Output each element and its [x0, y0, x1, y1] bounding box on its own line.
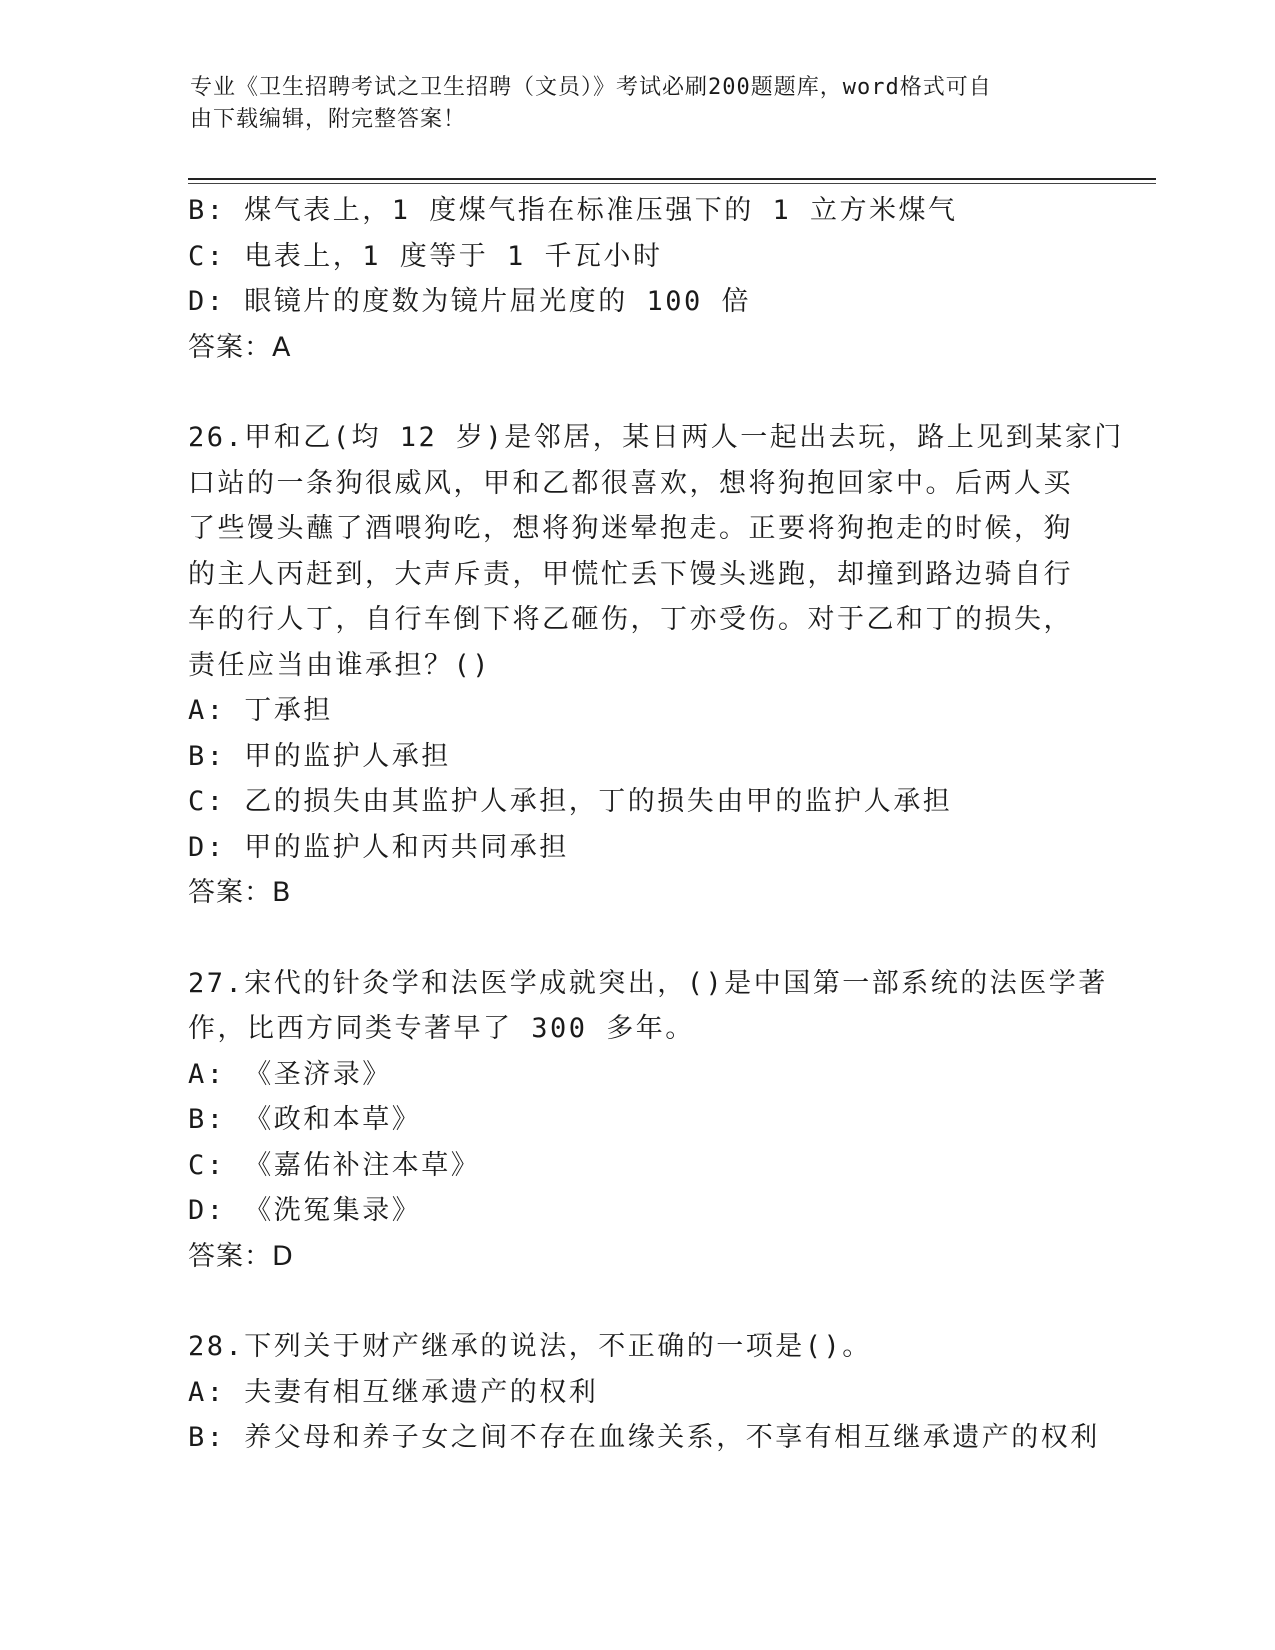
question-text-line: 口站的一条狗很威风，甲和乙都很喜欢，想将狗抱回家中。后两人买: [188, 467, 1073, 499]
option-b: B: 《政和本草》: [188, 1104, 422, 1135]
answer-value: B: [272, 877, 291, 908]
page-header: [190, 72, 1080, 136]
question-text-line: 作，比西方同类专著早了 300 多年。: [188, 1013, 695, 1044]
question-28: [188, 1324, 1100, 1461]
question-26: [188, 415, 1124, 916]
question-27: [188, 961, 1108, 1280]
option-c: C: 《嘉佑补注本草》: [188, 1149, 481, 1181]
question-text-line: 车的行人丁，自行车倒下将乙砸伤，丁亦受伤。对于乙和丁的损失，: [188, 604, 1073, 635]
option-d: D: 《洗冤集录》: [188, 1195, 422, 1226]
question-text-line: 26.甲和乙(均 12 岁)是邻居，某日两人一起出去玩，路上见到某家门: [188, 422, 1124, 453]
option-b: B: 甲的监护人承担: [188, 740, 451, 772]
answer-label: 答案：: [188, 877, 272, 908]
option-b: B: 养父母和养子女之间不存在血缘关系，不享有相互继承遗产的权利: [188, 1422, 1100, 1453]
option-a: A: 丁承担: [188, 695, 333, 726]
option-b: B: 煤气表上，1 度煤气指在标准压强下的 1 立方米煤气: [188, 195, 958, 226]
option-a: A: 《圣济录》: [188, 1058, 392, 1090]
question-text-line: 责任应当由谁承担？(): [188, 649, 492, 681]
header-divider-thin: [188, 183, 1156, 184]
document-body: [188, 188, 1124, 1461]
answer-label: 答案：: [188, 331, 272, 363]
header-title-line1: 专业《卫生招聘考试之卫生招聘（文员）》考试必刷200题题库，word格式可自: [190, 75, 992, 100]
answer-line: [188, 1234, 1088, 1280]
answer-value: A: [272, 331, 291, 363]
question-text-line: 的主人丙赶到，大声斥责，甲慌忙丢下馒头逃跑，却撞到路边骑自行: [188, 558, 1073, 590]
option-d: D: 眼镜片的度数为镜片屈光度的 100 倍: [188, 286, 752, 317]
answer-line: [188, 325, 1088, 371]
answer-label: 答案：: [188, 1240, 272, 1272]
question-text-line: 了些馒头蘸了酒喂狗吃，想将狗迷晕抱走。正要将狗抱走的时候，狗: [188, 513, 1073, 544]
option-d: D: 甲的监护人和丙共同承担: [188, 831, 569, 863]
header-title-line2: 由下载编辑，附完整答案！: [190, 107, 467, 132]
question-25: [188, 188, 1088, 370]
option-c: C: 乙的损失由其监护人承担，丁的损失由甲的监护人承担: [188, 786, 953, 817]
option-a: A: 夫妻有相互继承遗产的权利: [188, 1376, 599, 1408]
option-c: C: 电表上，1 度等于 1 千瓦小时: [188, 240, 663, 272]
answer-value: D: [272, 1240, 293, 1272]
question-text-line: 28.下列关于财产继承的说法，不正确的一项是()。: [188, 1331, 872, 1362]
question-text-line: 27.宋代的针灸学和法医学成就突出，()是中国第一部系统的法医学著: [188, 967, 1108, 999]
header-divider: [188, 178, 1156, 180]
answer-line: [188, 870, 1088, 916]
